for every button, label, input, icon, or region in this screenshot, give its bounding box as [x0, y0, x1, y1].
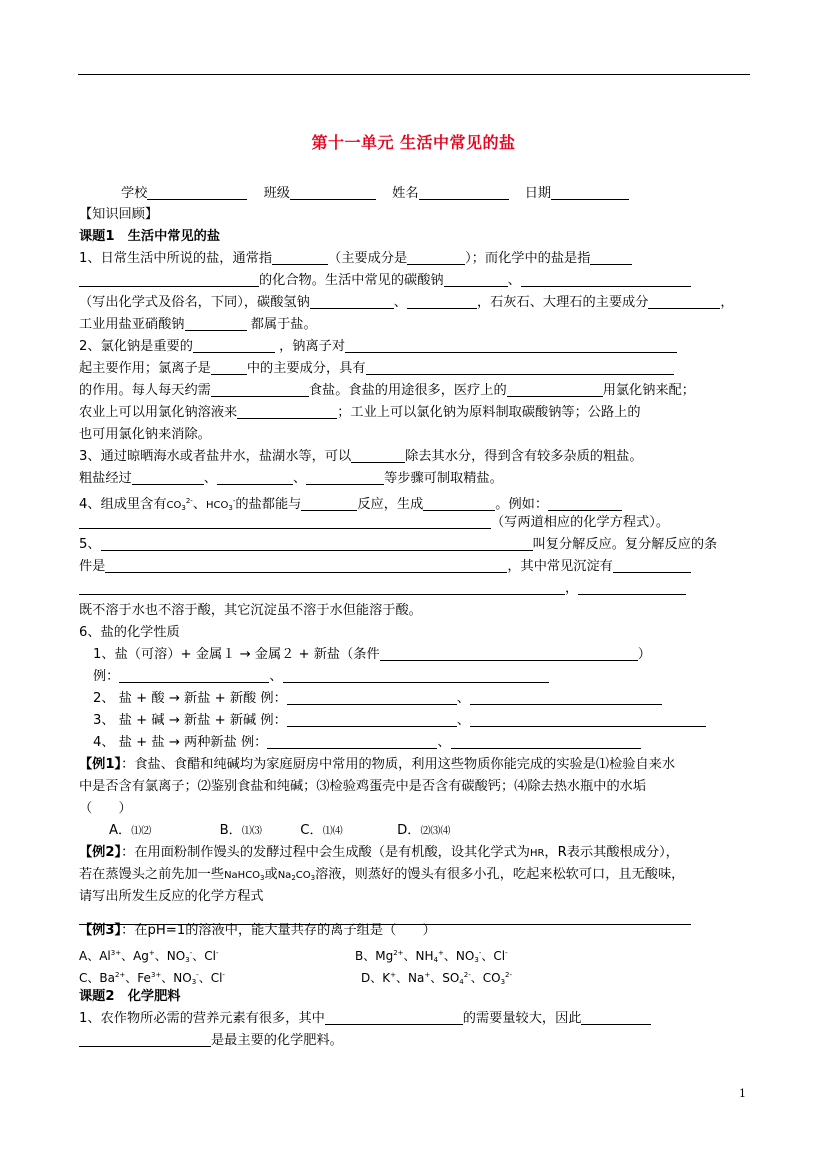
- blank[interactable]: [470, 712, 706, 727]
- blank[interactable]: [301, 496, 357, 511]
- blank[interactable]: [507, 382, 603, 397]
- blank[interactable]: [79, 272, 259, 287]
- q2-line4: 农业上可以用氯化钠溶液来 ；工业上可以氯化钠为原料制取碳酸钠等；公路上的: [79, 405, 641, 420]
- option-b[interactable]: B、$Mg^{2+}$、$NH_4^+$、$NO_3^-$、Cl-: [355, 949, 508, 964]
- blank[interactable]: [185, 316, 247, 331]
- blank[interactable]: [101, 536, 533, 551]
- blank[interactable]: [267, 734, 437, 749]
- student-info-line: [121, 185, 629, 203]
- q4-line2: （写两道相应的化学方程式）。: [79, 514, 669, 532]
- blank[interactable]: [548, 496, 622, 511]
- blank[interactable]: [306, 470, 384, 485]
- blank[interactable]: [380, 646, 638, 661]
- ex1-options: [109, 822, 450, 841]
- blank[interactable]: [310, 294, 394, 309]
- section-review-heading: 【知识回顾】: [79, 207, 159, 222]
- q5-line2: 件是 ，其中常见沉淀有: [79, 558, 691, 576]
- ex2-line1: 【例2】：在用面粉制作馒头的发酵过程中会生成酸（是有机酸，设其化学式为HR，R表示其酸根成分），: [79, 845, 679, 860]
- blank[interactable]: [132, 470, 204, 485]
- blank[interactable]: [470, 690, 662, 705]
- date-field[interactable]: [551, 185, 629, 200]
- blank[interactable]: [444, 272, 508, 287]
- blank[interactable]: [105, 558, 507, 573]
- q6-rule2: 2、 盐 + 酸 → 新盐 + 新酸 例： 、: [93, 690, 662, 708]
- blank[interactable]: [423, 496, 495, 511]
- blank[interactable]: [283, 668, 549, 683]
- option-a[interactable]: A．⑴⑵: [109, 823, 152, 838]
- q1-line3: （写出化学式及俗名，下同），碳酸氢钠 、 ，石灰石、大理石的主要成分 ，: [79, 295, 734, 310]
- blank[interactable]: [287, 712, 457, 727]
- q5-line3: ，: [79, 580, 686, 598]
- q6-rule3: 3、 盐 + 碱 → 新盐 + 新碱 例： 、: [93, 712, 706, 730]
- blank[interactable]: [407, 294, 477, 309]
- blank[interactable]: [581, 1010, 651, 1025]
- blank[interactable]: [351, 448, 405, 463]
- topic2-heading: 课题2 化学肥料: [79, 989, 181, 1004]
- topic1-heading: 课题1 生活中常见的盐: [79, 229, 221, 244]
- blank[interactable]: [521, 272, 691, 287]
- t2q1-line2: 是最主要的化学肥料。: [79, 1032, 343, 1050]
- q1-line4: 工业用盐亚硝酸钠 都属于盐。: [79, 317, 317, 332]
- school-label: 学校: [121, 186, 148, 201]
- blank[interactable]: [211, 382, 309, 397]
- blank[interactable]: [366, 360, 674, 375]
- q2-line3: 的作用。每人每天约需 食盐。食盐的用途很多，医疗上的 用氯化钠来配；: [79, 383, 695, 398]
- blank[interactable]: [119, 668, 269, 683]
- name-field[interactable]: [419, 185, 509, 200]
- blank[interactable]: [237, 404, 337, 419]
- blank[interactable]: [287, 690, 457, 705]
- option-a[interactable]: A、$Al^{3+}$、Ag+、$NO_3^-$、Cl-: [79, 949, 219, 964]
- ex1-line3: （ ）: [79, 801, 132, 816]
- blank[interactable]: [590, 250, 632, 265]
- blank[interactable]: [407, 250, 465, 265]
- q4-line1: 4、组成里含有$CO_3^{2-}$、$HCO_3^-$的盐都能与 反应，生成 。例如：: [79, 492, 622, 517]
- blank[interactable]: [451, 734, 641, 749]
- header-rule: [78, 74, 750, 75]
- class-field[interactable]: [290, 185, 376, 200]
- q3-line1: 3、通过晾晒海水或者盐井水，盐湖水等，可以 除去其水分，得到含有较多杂质的粗盐。: [79, 449, 643, 464]
- option-b[interactable]: B．⑴⑶: [219, 823, 262, 838]
- blank[interactable]: [648, 294, 720, 309]
- blank[interactable]: [578, 580, 686, 595]
- blank[interactable]: [79, 580, 565, 595]
- q1-line2: 的化合物。生活中常见的碳酸钠 、: [79, 272, 691, 290]
- ex1-line2: 中是否含有氯离子；⑵鉴别食盐和纯碱；⑶检验鸡蛋壳中是否含有碳酸钙；⑷除去热水瓶中的水垢: [79, 779, 647, 794]
- q6-rule1-example: 例： 、: [93, 668, 549, 686]
- ex2-line3: 请写出所发生反应的化学方程式: [79, 889, 264, 904]
- page-number: 1: [739, 1087, 746, 1100]
- q3-line2: 粗盐经过 、 、 等步骤可制取精盐。: [79, 471, 503, 486]
- option-c[interactable]: C．⑴⑷: [300, 823, 343, 838]
- q1-line1: 1、日常生活中所说的盐，通常指 （主要成分是 ）；而化学中的盐是指: [79, 250, 632, 268]
- school-field[interactable]: [147, 185, 247, 200]
- t2q1-line1: 1、农作物所必需的营养元素有很多，其中 的需要量较大，因此: [79, 1010, 651, 1028]
- blank[interactable]: [211, 360, 247, 375]
- q5-line1: 5、 叫复分解反应。复分解反应的条: [79, 537, 718, 552]
- blank[interactable]: [325, 1010, 463, 1025]
- ex1-line1: 【例1】：食盐、食醋和纯碱均为家庭厨房中常用的物质，利用这些物质你能完成的实验是⑴检验自来水: [79, 757, 676, 772]
- date-label: 日期: [524, 186, 552, 201]
- option-d[interactable]: D、K+、Na+、$SO_4^{2-}$、$CO_3^{2-}$: [361, 971, 513, 986]
- ex3-line1: 【例3】：在pH=1的溶液中，能大量共存的离子组是（ ）: [79, 923, 436, 938]
- page-title: 第十一单元 生活中常见的盐: [311, 133, 516, 152]
- q6-rule1: 1、盐（可溶）+ 金属１ → 金属２ + 新盐（条件 ）: [93, 647, 651, 662]
- q2-line1: 2、氯化钠是重要的 ，钠离子对: [79, 338, 677, 356]
- blank[interactable]: [79, 1032, 211, 1047]
- ex2-line2: 若在蒸馒头之前先加一些NaHCO$_3$或$Na_2CO_3$溶液，则蒸好的馒头有很多小孔，吃起来松软可口，且无酸味，: [79, 867, 685, 882]
- option-d[interactable]: D．⑵⑶⑷: [397, 823, 451, 838]
- blank[interactable]: [613, 558, 691, 573]
- name-label: 姓名: [392, 186, 419, 201]
- blank[interactable]: [217, 470, 293, 485]
- class-label: 班级: [263, 186, 290, 201]
- q5-line4: 既不溶于水也不溶于酸，其它沉淀虽不溶于水但能溶于酸。: [79, 603, 422, 618]
- blank[interactable]: [79, 514, 491, 529]
- blank[interactable]: [272, 250, 328, 265]
- q2-line5: 也可用氯化钠来消除。: [79, 427, 211, 442]
- q2-line2: 起主要作用；氯离子是 中的主要成分，具有: [79, 360, 674, 378]
- q6-rule4: 4、 盐 + 盐 → 两种新盐 例： 、: [93, 734, 641, 752]
- option-c[interactable]: C、$Ba^{2+}$、$Fe^{3+}$、$NO_3^-$、Cl-: [79, 971, 225, 986]
- q6-title: 6、盐的化学性质: [79, 625, 180, 640]
- blank[interactable]: [193, 338, 275, 353]
- blank[interactable]: [345, 338, 677, 353]
